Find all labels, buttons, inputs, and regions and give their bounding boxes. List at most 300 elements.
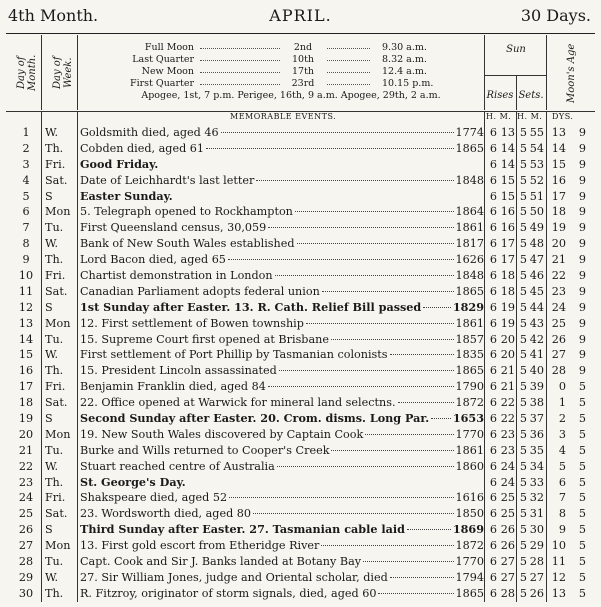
day-of-month: 19 bbox=[18, 412, 34, 426]
event-year: 1857 bbox=[455, 332, 484, 346]
moon-age: 10 bbox=[551, 539, 566, 553]
moon-age-extra: 5 bbox=[578, 539, 586, 553]
event-cell bbox=[80, 236, 484, 252]
day-of-week: Th. bbox=[45, 364, 64, 378]
event-cell bbox=[80, 332, 484, 348]
column-rule bbox=[77, 111, 78, 602]
moon-age-extra: 5 bbox=[578, 507, 586, 521]
phase-date: 23rd bbox=[280, 78, 326, 89]
phase-name: Full Moon bbox=[144, 42, 194, 53]
table-row bbox=[0, 189, 601, 205]
set-hour: 5 bbox=[519, 284, 527, 298]
event-year: 1865 bbox=[455, 141, 484, 155]
rise-hour: 6 bbox=[489, 507, 497, 521]
rise-minute: 27 bbox=[500, 570, 515, 584]
event-year: 1770 bbox=[455, 555, 484, 569]
event-year: 1616 bbox=[455, 491, 484, 505]
table-row bbox=[0, 443, 601, 459]
set-minute: 30 bbox=[529, 523, 544, 537]
set-hour: 5 bbox=[519, 205, 527, 219]
day-of-month: 21 bbox=[18, 443, 34, 457]
moon-age-header: Moon's Age bbox=[566, 43, 577, 103]
moon-age: 3 bbox=[558, 427, 566, 441]
rise-hour: 6 bbox=[489, 221, 497, 235]
day-of-month: 6 bbox=[22, 205, 30, 219]
set-hour: 5 bbox=[519, 396, 527, 410]
rise-minute: 24 bbox=[500, 459, 515, 473]
day-of-month: 28 bbox=[18, 555, 34, 569]
event-cell bbox=[80, 411, 484, 427]
rise-hour: 6 bbox=[489, 412, 497, 426]
table-row bbox=[0, 475, 601, 491]
event-year: 1794 bbox=[455, 570, 484, 584]
event-year: 1829 bbox=[452, 299, 484, 314]
moon-age-extra: 5 bbox=[578, 380, 586, 394]
day-of-month: 10 bbox=[18, 269, 34, 283]
day-of-week: Mon bbox=[45, 539, 71, 553]
moon-age-extra: 5 bbox=[578, 412, 586, 426]
moon-age-extra: 9 bbox=[578, 253, 586, 267]
event-year: 1861 bbox=[455, 316, 484, 330]
day-of-week: W. bbox=[45, 126, 59, 139]
day-of-month: 22 bbox=[18, 459, 34, 473]
day-of-month: 3 bbox=[22, 157, 30, 171]
leader-dots bbox=[228, 259, 454, 260]
table-row bbox=[0, 300, 601, 316]
event-text: St. George's Day. bbox=[80, 474, 186, 489]
moon-age: 6 bbox=[558, 475, 566, 489]
day-of-week: Sat. bbox=[45, 396, 68, 410]
set-minute: 52 bbox=[529, 173, 544, 187]
event-text: Easter Sunday. bbox=[80, 188, 173, 203]
table-row bbox=[0, 522, 601, 538]
set-minute: 28 bbox=[529, 555, 544, 569]
event-year: 1872 bbox=[455, 396, 484, 410]
leader-dots bbox=[390, 577, 454, 578]
rise-minute: 25 bbox=[500, 491, 515, 505]
event-cell bbox=[80, 554, 484, 570]
rise-hour: 6 bbox=[489, 316, 497, 330]
set-minute: 36 bbox=[529, 427, 544, 441]
rise-minute: 19 bbox=[500, 300, 515, 314]
rise-hour: 6 bbox=[489, 570, 497, 584]
table-row bbox=[0, 459, 601, 475]
set-minute: 42 bbox=[529, 332, 544, 346]
day-of-week: Tu. bbox=[45, 221, 64, 235]
set-minute: 38 bbox=[529, 396, 544, 410]
set-hour: 5 bbox=[519, 316, 527, 330]
event-text: Canadian Parliament adopts federal union bbox=[80, 284, 320, 298]
rise-minute: 27 bbox=[500, 555, 515, 569]
rise-minute: 21 bbox=[500, 364, 515, 378]
set-minute: 48 bbox=[529, 237, 544, 251]
leader-dots bbox=[275, 275, 454, 276]
set-hour: 5 bbox=[519, 332, 527, 346]
event-year: 1869 bbox=[452, 522, 484, 537]
moon-age-extra: 9 bbox=[578, 364, 586, 378]
column-rule bbox=[484, 111, 485, 602]
event-year: 1865 bbox=[455, 284, 484, 298]
rise-hour: 6 bbox=[489, 427, 497, 441]
leader-dots bbox=[363, 561, 453, 562]
rise-minute: 22 bbox=[500, 412, 515, 426]
event-cell bbox=[80, 586, 484, 602]
set-minute: 40 bbox=[529, 364, 544, 378]
event-cell bbox=[80, 363, 484, 379]
rise-minute: 17 bbox=[500, 237, 515, 251]
event-text: Bank of New South Wales established bbox=[80, 237, 295, 251]
day-of-week: Th. bbox=[45, 586, 64, 600]
event-cell bbox=[80, 173, 484, 189]
phase-time: 10.15 p.m. bbox=[382, 78, 434, 89]
table-subheader bbox=[0, 112, 601, 124]
moon-age: 0 bbox=[558, 380, 566, 394]
event-text: Lord Bacon died, aged 65 bbox=[80, 253, 226, 267]
rise-hour: 6 bbox=[489, 141, 497, 155]
rise-hour: 6 bbox=[489, 173, 497, 187]
rise-minute: 13 bbox=[500, 126, 515, 139]
table-row bbox=[0, 570, 601, 586]
rise-minute: 28 bbox=[500, 586, 515, 600]
leader-dots bbox=[321, 545, 453, 546]
set-minute: 51 bbox=[529, 189, 544, 203]
set-hour: 5 bbox=[519, 412, 527, 426]
event-year: 1626 bbox=[455, 253, 484, 267]
moon-age: 9 bbox=[558, 523, 566, 537]
day-of-week: Th. bbox=[45, 253, 64, 267]
day-of-month: 15 bbox=[18, 348, 34, 362]
set-hour: 5 bbox=[519, 141, 527, 155]
leader-dots bbox=[297, 243, 454, 244]
phase-date: 2nd bbox=[280, 42, 326, 53]
moon-age-extra: 9 bbox=[578, 316, 586, 330]
rise-minute: 19 bbox=[500, 316, 515, 330]
event-text: Shakspeare died, aged 52 bbox=[80, 491, 228, 505]
table-row bbox=[0, 538, 601, 554]
day-of-month: 16 bbox=[18, 364, 34, 378]
event-cell bbox=[80, 490, 484, 506]
moon-age: 7 bbox=[558, 491, 566, 505]
day-of-week: Sat. bbox=[45, 284, 68, 298]
moon-age-extra: 9 bbox=[578, 332, 586, 346]
moon-age-extra: 9 bbox=[578, 126, 586, 139]
moon-phase-row bbox=[120, 42, 450, 53]
day-of-month: 8 bbox=[22, 237, 30, 251]
event-year: 1848 bbox=[455, 269, 484, 283]
moon-age: 8 bbox=[558, 507, 566, 521]
moon-age: 19 bbox=[551, 221, 566, 235]
set-hour: 5 bbox=[519, 443, 527, 457]
event-year: 1653 bbox=[452, 411, 484, 426]
moon-age: 5 bbox=[558, 459, 566, 473]
rise-hour: 6 bbox=[489, 396, 497, 410]
rise-hour: 6 bbox=[489, 475, 497, 489]
moon-age-extra: 5 bbox=[578, 491, 586, 505]
rise-hour: 6 bbox=[489, 300, 497, 314]
set-hour: 5 bbox=[519, 157, 527, 171]
day-of-month: 24 bbox=[18, 491, 34, 505]
moon-age: 16 bbox=[551, 173, 566, 187]
divider bbox=[41, 35, 42, 110]
table-row bbox=[0, 236, 601, 252]
moon-phase-row bbox=[120, 54, 450, 65]
moon-age: 1 bbox=[558, 396, 566, 410]
moon-age-extra: 9 bbox=[578, 173, 586, 187]
moon-age-extra: 9 bbox=[578, 269, 586, 283]
day-of-week: S bbox=[45, 412, 53, 426]
set-hour: 5 bbox=[519, 555, 527, 569]
rise-hour: 6 bbox=[489, 539, 497, 553]
rise-hour: 6 bbox=[489, 348, 497, 362]
rise-minute: 25 bbox=[500, 507, 515, 521]
day-of-month: 27 bbox=[18, 539, 34, 553]
set-minute: 45 bbox=[529, 284, 544, 298]
leader-dots bbox=[431, 418, 451, 419]
rise-minute: 26 bbox=[500, 539, 515, 553]
event-text: Stuart reached centre of Australia bbox=[80, 459, 275, 473]
phase-time: 8.32 a.m. bbox=[382, 54, 427, 65]
event-text: Third Sunday after Easter. 27. Tasmanian cable laid bbox=[80, 522, 405, 537]
table-row bbox=[0, 173, 601, 189]
rise-minute: 23 bbox=[500, 427, 515, 441]
day-of-week: Mon bbox=[45, 205, 71, 219]
moon-age: 2 bbox=[558, 412, 566, 426]
rise-minute: 22 bbox=[500, 396, 515, 410]
event-text: Capt. Cook and Sir J. Banks landed at Botany Bay bbox=[80, 555, 362, 569]
leader-dots bbox=[295, 211, 454, 212]
moon-age: 11 bbox=[551, 555, 566, 569]
day-of-month: 25 bbox=[18, 507, 34, 521]
event-year: 1872 bbox=[455, 539, 484, 553]
set-hour: 5 bbox=[519, 237, 527, 251]
event-year: 1865 bbox=[455, 364, 484, 378]
moon-age-extra: 5 bbox=[578, 523, 586, 537]
moon-age-extra: 9 bbox=[578, 284, 586, 298]
event-text: Goldsmith died, aged 46 bbox=[80, 126, 219, 139]
set-minute: 35 bbox=[529, 443, 544, 457]
moon-age-extra: 9 bbox=[578, 205, 586, 219]
leader-dots bbox=[268, 386, 454, 387]
table-row bbox=[0, 427, 601, 443]
leader-dots bbox=[365, 434, 453, 435]
day-of-week: W. bbox=[45, 570, 59, 584]
set-hour: 5 bbox=[519, 380, 527, 394]
event-cell bbox=[80, 379, 484, 395]
event-cell bbox=[80, 141, 484, 157]
table-row bbox=[0, 347, 601, 363]
event-text: Date of Leichhardt's last letter bbox=[80, 173, 255, 187]
day-of-week: Fri. bbox=[45, 491, 66, 505]
day-of-month: 1 bbox=[22, 126, 30, 139]
moon-age-extra: 9 bbox=[578, 237, 586, 251]
moon-age: 28 bbox=[551, 364, 566, 378]
event-text: 5. Telegraph opened to Rockhampton bbox=[80, 205, 293, 219]
set-minute: 26 bbox=[529, 586, 544, 600]
moon-age: 4 bbox=[558, 443, 566, 457]
divider bbox=[484, 75, 546, 76]
moon-age-extra: 5 bbox=[578, 459, 586, 473]
day-of-week: Tu. bbox=[45, 443, 64, 457]
event-year: 1770 bbox=[455, 427, 484, 441]
day-of-week-header: Day of Week. bbox=[52, 56, 74, 90]
leader-dots bbox=[322, 291, 454, 292]
header-rule bbox=[6, 33, 595, 34]
day-of-month: 30 bbox=[18, 586, 34, 600]
event-text: Benjamin Franklin died, aged 84 bbox=[80, 380, 266, 394]
leader-dots bbox=[331, 450, 453, 451]
table-row bbox=[0, 332, 601, 348]
day-of-month: 2 bbox=[22, 141, 30, 155]
set-minute: 49 bbox=[529, 221, 544, 235]
leader-dots bbox=[306, 323, 454, 324]
phase-time: 9.30 a.m. bbox=[382, 42, 427, 53]
table-row bbox=[0, 268, 601, 284]
rise-hour: 6 bbox=[489, 523, 497, 537]
event-year: 1861 bbox=[455, 443, 484, 457]
sun-header: Sun bbox=[506, 44, 526, 55]
day-of-month: 20 bbox=[18, 427, 34, 441]
day-of-month: 11 bbox=[18, 284, 34, 298]
day-of-week: Sat. bbox=[45, 173, 68, 187]
day-of-week: W. bbox=[45, 348, 59, 362]
set-hour: 5 bbox=[519, 300, 527, 314]
set-hour: 5 bbox=[519, 570, 527, 584]
set-hour: 5 bbox=[519, 523, 527, 537]
rise-hour: 6 bbox=[489, 491, 497, 505]
moon-age: 18 bbox=[551, 205, 566, 219]
event-text: Cobden died, aged 61 bbox=[80, 141, 205, 155]
moon-age-extra: 9 bbox=[578, 348, 586, 362]
event-text: First Queensland census, 30,059 bbox=[80, 221, 267, 235]
rise-minute: 15 bbox=[500, 189, 515, 203]
table-row bbox=[0, 220, 601, 236]
rise-minute: 16 bbox=[500, 205, 515, 219]
day-of-month: 17 bbox=[18, 380, 34, 394]
day-of-week: S bbox=[45, 523, 53, 537]
day-of-month: 29 bbox=[18, 570, 34, 584]
day-of-week: S bbox=[45, 300, 53, 314]
events-table bbox=[0, 125, 601, 602]
event-cell bbox=[80, 395, 484, 411]
moon-age: 25 bbox=[551, 316, 566, 330]
moon-age-extra: 5 bbox=[578, 396, 586, 410]
sets-header: Sets. bbox=[518, 90, 544, 101]
event-text: 27. Sir William Jones, judge and Oriental scholar, died bbox=[80, 570, 388, 584]
day-of-week: Fri. bbox=[45, 380, 66, 394]
rise-hour: 6 bbox=[489, 555, 497, 569]
moon-age: 13 bbox=[551, 126, 566, 139]
event-text: 23. Wordsworth died, aged 80 bbox=[80, 507, 252, 521]
rise-hour: 6 bbox=[489, 253, 497, 267]
moon-age-extra: 9 bbox=[578, 300, 586, 314]
moon-age: 22 bbox=[551, 269, 566, 283]
rise-hour: 6 bbox=[489, 459, 497, 473]
set-minute: 41 bbox=[529, 348, 544, 362]
leader-dots bbox=[390, 354, 454, 355]
rises-header: Rises bbox=[486, 90, 514, 101]
table-row bbox=[0, 363, 601, 379]
table-row bbox=[0, 379, 601, 395]
day-of-month: 18 bbox=[18, 396, 34, 410]
set-minute: 32 bbox=[529, 491, 544, 505]
set-hour: 5 bbox=[519, 491, 527, 505]
moon-age-extra: 5 bbox=[578, 586, 586, 600]
leader-dots bbox=[268, 227, 453, 228]
days-header: DYS. bbox=[552, 112, 574, 121]
days-count: 30 Days. bbox=[520, 6, 591, 25]
event-cell bbox=[80, 316, 484, 332]
set-hour: 5 bbox=[519, 348, 527, 362]
day-of-month: 4 bbox=[22, 173, 30, 187]
moon-age-extra: 9 bbox=[578, 141, 586, 155]
set-hour: 5 bbox=[519, 539, 527, 553]
set-minute: 55 bbox=[529, 126, 544, 139]
event-year: 1864 bbox=[455, 205, 484, 219]
event-year: 1774 bbox=[455, 126, 484, 139]
day-of-month: 7 bbox=[22, 221, 30, 235]
table-row bbox=[0, 157, 601, 173]
table-row bbox=[0, 284, 601, 300]
event-cell bbox=[80, 506, 484, 522]
table-row bbox=[0, 125, 601, 141]
set-hour: 5 bbox=[519, 126, 527, 139]
event-cell bbox=[80, 284, 484, 300]
set-hour: 5 bbox=[519, 475, 527, 489]
rise-minute: 15 bbox=[500, 173, 515, 187]
rise-minute: 18 bbox=[500, 269, 515, 283]
phase-name: New Moon bbox=[141, 66, 194, 77]
set-minute: 47 bbox=[529, 253, 544, 267]
rise-hour: 6 bbox=[489, 126, 497, 139]
set-minute: 53 bbox=[529, 157, 544, 171]
leader-dots bbox=[221, 132, 454, 133]
rise-minute: 23 bbox=[500, 443, 515, 457]
set-minute: 46 bbox=[529, 269, 544, 283]
event-cell bbox=[80, 459, 484, 475]
set-hour: 5 bbox=[519, 427, 527, 441]
leader-dots bbox=[256, 180, 453, 181]
event-cell bbox=[80, 443, 484, 459]
day-of-week: W. bbox=[45, 237, 59, 251]
moon-age: 15 bbox=[551, 157, 566, 171]
event-text: First settlement of Port Phillip by Tasmanian colonists bbox=[80, 348, 388, 362]
rise-minute: 18 bbox=[500, 284, 515, 298]
rise-hour: 6 bbox=[489, 157, 497, 171]
day-of-month: 12 bbox=[18, 300, 34, 314]
event-cell bbox=[80, 347, 484, 363]
set-minute: 29 bbox=[529, 539, 544, 553]
table-row bbox=[0, 316, 601, 332]
moon-age: 20 bbox=[551, 237, 566, 251]
moon-age: 27 bbox=[551, 348, 566, 362]
day-of-month: 13 bbox=[18, 316, 34, 330]
divider bbox=[77, 35, 78, 110]
table-row bbox=[0, 141, 601, 157]
set-hour: 5 bbox=[519, 221, 527, 235]
set-minute: 44 bbox=[529, 300, 544, 314]
day-of-week: Tu. bbox=[45, 332, 64, 346]
rise-minute: 16 bbox=[500, 221, 515, 235]
leader-dots bbox=[407, 529, 451, 530]
moon-age-extra: 5 bbox=[578, 555, 586, 569]
set-hour: 5 bbox=[519, 507, 527, 521]
rise-minute: 21 bbox=[500, 380, 515, 394]
day-of-week: Mon bbox=[45, 427, 71, 441]
event-text: 15. Supreme Court first opened at Brisbane bbox=[80, 332, 329, 346]
rise-hour: 6 bbox=[489, 189, 497, 203]
table-row bbox=[0, 554, 601, 570]
event-text: 15. President Lincoln assassinated bbox=[80, 364, 277, 378]
